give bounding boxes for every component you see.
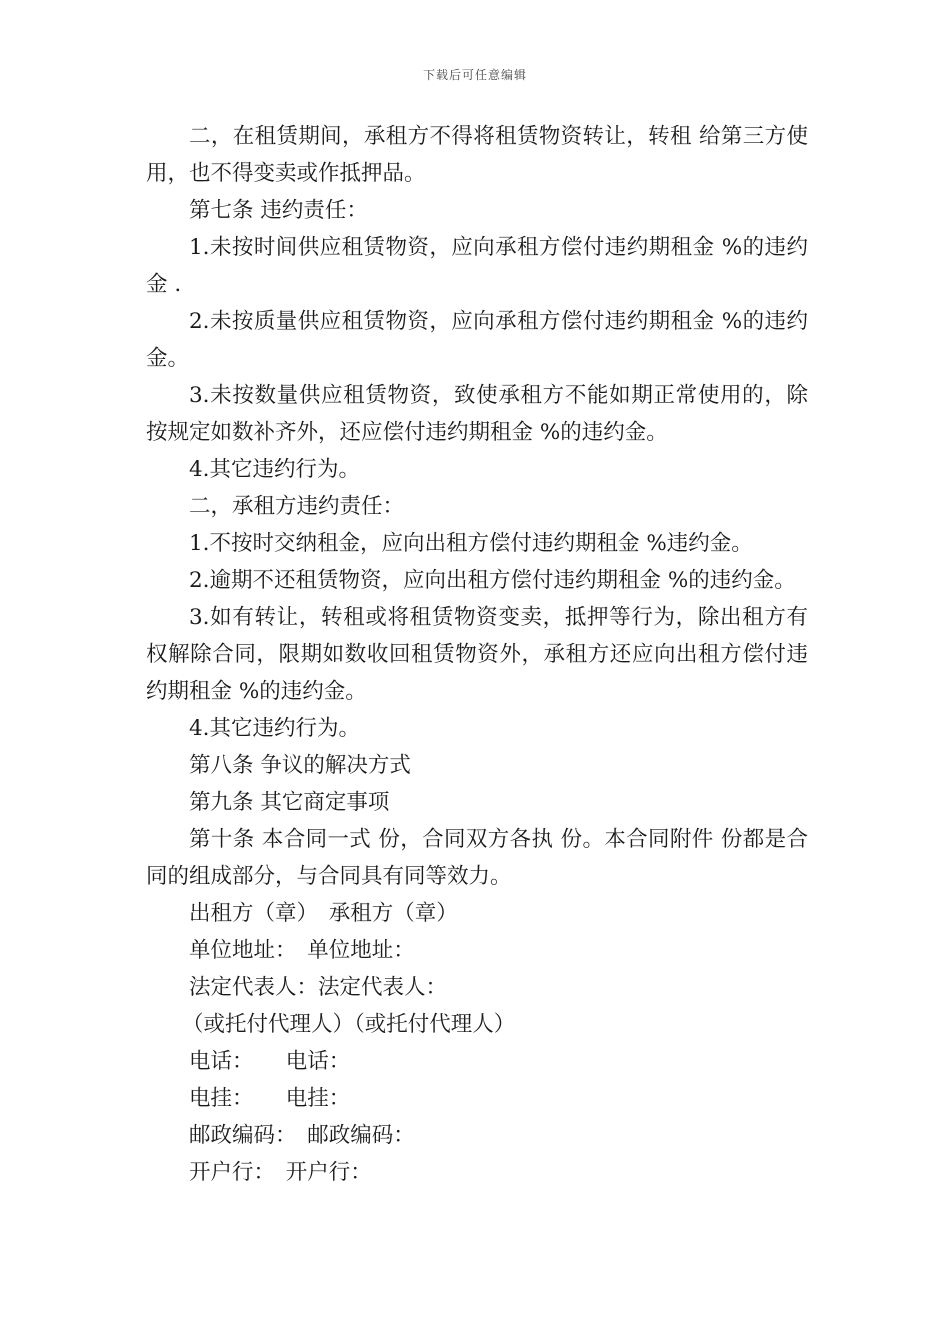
signature-postcode: 邮政编码： 邮政编码：	[189, 1123, 415, 1148]
signature-agent: （或托付代理人）（或托付代理人）	[182, 1012, 516, 1037]
lessee-breach-item-2: 2.逾期不还租赁物资，应向出租方偿付违约期租金 %的违约金。	[189, 568, 796, 593]
document-body	[146, 118, 808, 1191]
page-header-watermark: 下载后可任意编辑	[422, 68, 527, 82]
lessor-breach-item-1: 1.未按时间供应租赁物资，应向承租方偿付违约期租金 %的违约金 .	[146, 235, 808, 297]
article-7-heading: 第七条 违约责任：	[189, 198, 368, 223]
article-8-heading: 第八条 争议的解决方式	[189, 753, 411, 778]
signature-address: 单位地址： 单位地址：	[189, 938, 415, 963]
lessee-breach-item-1: 1.不按时交纳租金，应向出租方偿付违约期租金 %违约金。	[189, 531, 753, 556]
lessee-breach-item-4: 4.其它违约行为。	[189, 716, 361, 741]
article-10-text: 第十条 本合同一式 份，合同双方各执 份。本合同附件 份都是合同的组成部分，与合同具有同等效力。	[146, 827, 808, 889]
signature-parties: 出租方（章） 承租方（章）	[189, 901, 458, 926]
lessor-breach-item-4: 4.其它违约行为。	[189, 457, 361, 482]
clause-sublet-prohibition: 二，在租赁期间，承租方不得将租赁物资转让，转租 给第三方使用，也不得变卖或作抵押品。	[146, 124, 808, 186]
signature-phone: 电话： 电话：	[189, 1049, 351, 1074]
lessor-breach-item-3: 3.未按数量供应租赁物资，致使承租方不能如期正常使用的，除按规定如数补齐外，还应偿付违约期租金 %的违约金。	[146, 383, 808, 445]
lessor-breach-item-2: 2.未按质量供应租赁物资，应向承租方偿付违约期租金 %的违约金。	[146, 309, 808, 371]
signature-bank: 开户行： 开户行：	[189, 1160, 372, 1185]
signature-legal-rep: 法定代表人：法定代表人：	[189, 975, 448, 1000]
signature-telegraph: 电挂： 电挂：	[189, 1086, 351, 1111]
lessee-breach-item-3: 3.如有转让，转租或将租赁物资变卖，抵押等行为，除出租方有权解除合同，限期如数收回租赁物资外，承租方还应向出租方偿付违约期租金 %的违约金。	[146, 605, 808, 704]
lessee-breach-heading: 二，承租方违约责任：	[189, 494, 405, 519]
article-9-heading: 第九条 其它商定事项	[189, 790, 390, 815]
